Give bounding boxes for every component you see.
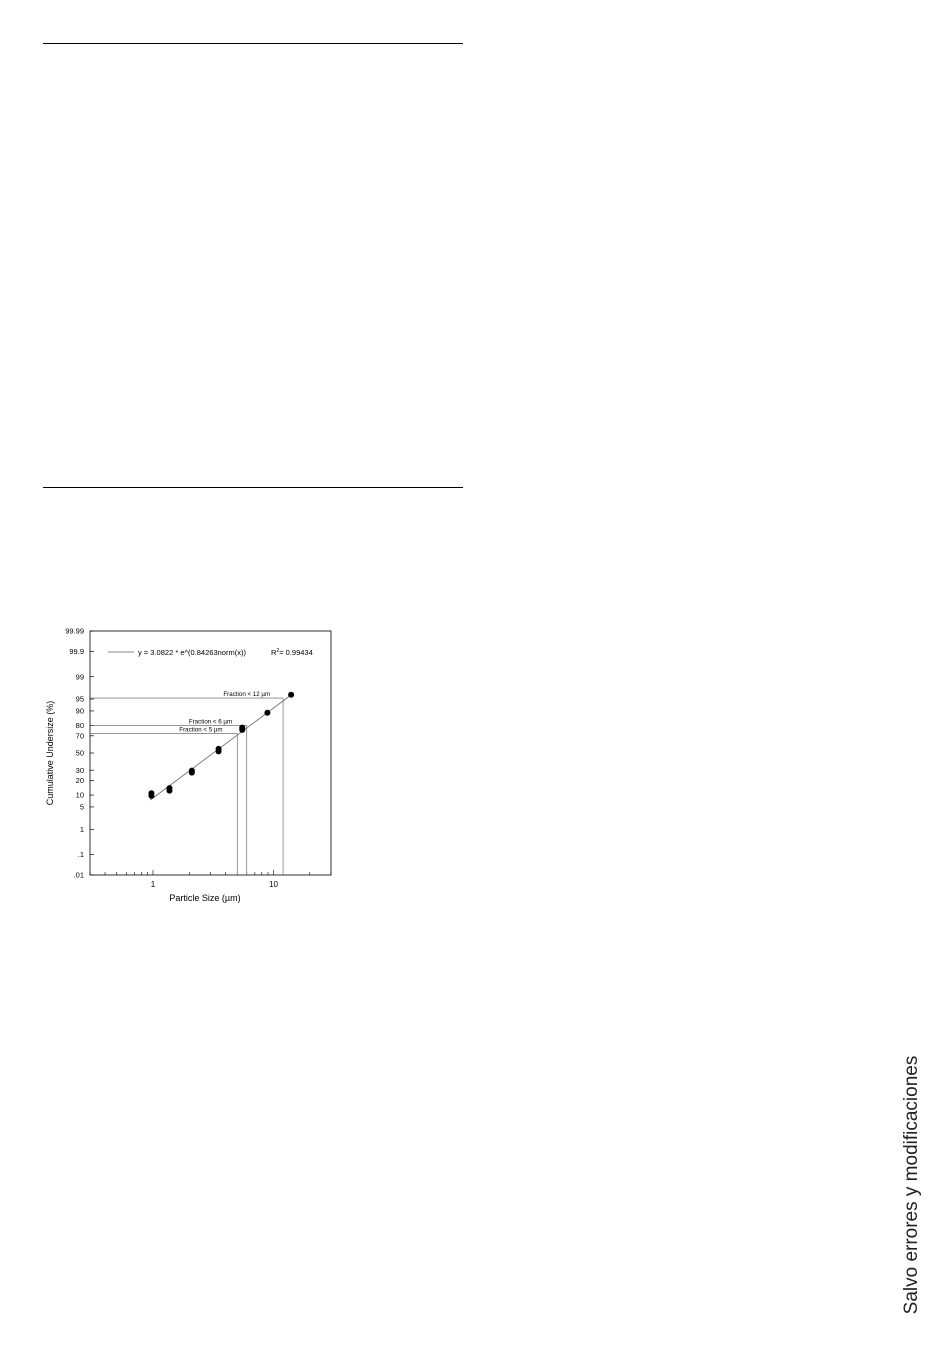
y-tick-label: 99	[75, 672, 84, 682]
y-tick-label: 1	[79, 824, 84, 834]
y-tick-label: 70	[75, 731, 84, 741]
plot-frame	[90, 631, 331, 875]
y-tick-label: .1	[77, 849, 84, 859]
x-tick-label: 10	[269, 880, 278, 889]
annotation-layer	[90, 691, 283, 875]
data-point	[148, 790, 154, 796]
data-point	[189, 768, 195, 774]
data-point	[239, 725, 245, 731]
fraction-label: Fraction < 12 µm	[223, 691, 271, 699]
data-point	[264, 710, 270, 716]
y-tick-label: 90	[75, 706, 84, 716]
y-tick-label: 95	[75, 694, 84, 704]
y-tick-label: 80	[75, 720, 84, 730]
disclaimer-note: Salvo errores y modificaciones	[901, 1055, 922, 1315]
section-rule	[43, 487, 463, 488]
y-tick-label: .01	[73, 870, 84, 880]
data-point	[166, 785, 172, 791]
fraction-label: Fraction < 5 µm	[179, 726, 223, 734]
data-point	[288, 692, 294, 698]
y-tick-label: 99.9	[69, 647, 84, 657]
r-squared-exponent: 2	[276, 648, 280, 654]
x-axis-ticks	[90, 870, 331, 889]
y-tick-label: 30	[75, 765, 84, 775]
y-tick-label: 99.99	[65, 626, 84, 636]
y-tick-label: 10	[75, 790, 84, 800]
y-tick-label: 50	[75, 748, 84, 758]
particle-size-chart	[40, 620, 350, 920]
y-axis-label: Cumulative Undersize (%)	[45, 700, 55, 806]
plot-frame-layer	[90, 631, 331, 875]
legend-r-squared	[271, 648, 313, 657]
fraction-label: Fraction < 6 µm	[188, 718, 233, 726]
points-layer	[148, 692, 294, 799]
top-rule	[43, 43, 463, 44]
legend-equation: y = 3.0822 * e^(0.84263norm(x))	[138, 648, 246, 657]
fit-line	[150, 694, 292, 800]
x-axis-label: Particle Size (µm)	[169, 893, 241, 903]
data-point	[216, 746, 222, 752]
y-tick-label: 20	[75, 776, 84, 786]
r-squared-letter: R	[271, 648, 277, 657]
r-squared-value: = 0.99434	[279, 648, 313, 657]
x-tick-label: 1	[150, 880, 156, 889]
fit-layer	[150, 694, 292, 800]
legend	[108, 648, 313, 657]
y-tick-label: 5	[79, 802, 84, 812]
